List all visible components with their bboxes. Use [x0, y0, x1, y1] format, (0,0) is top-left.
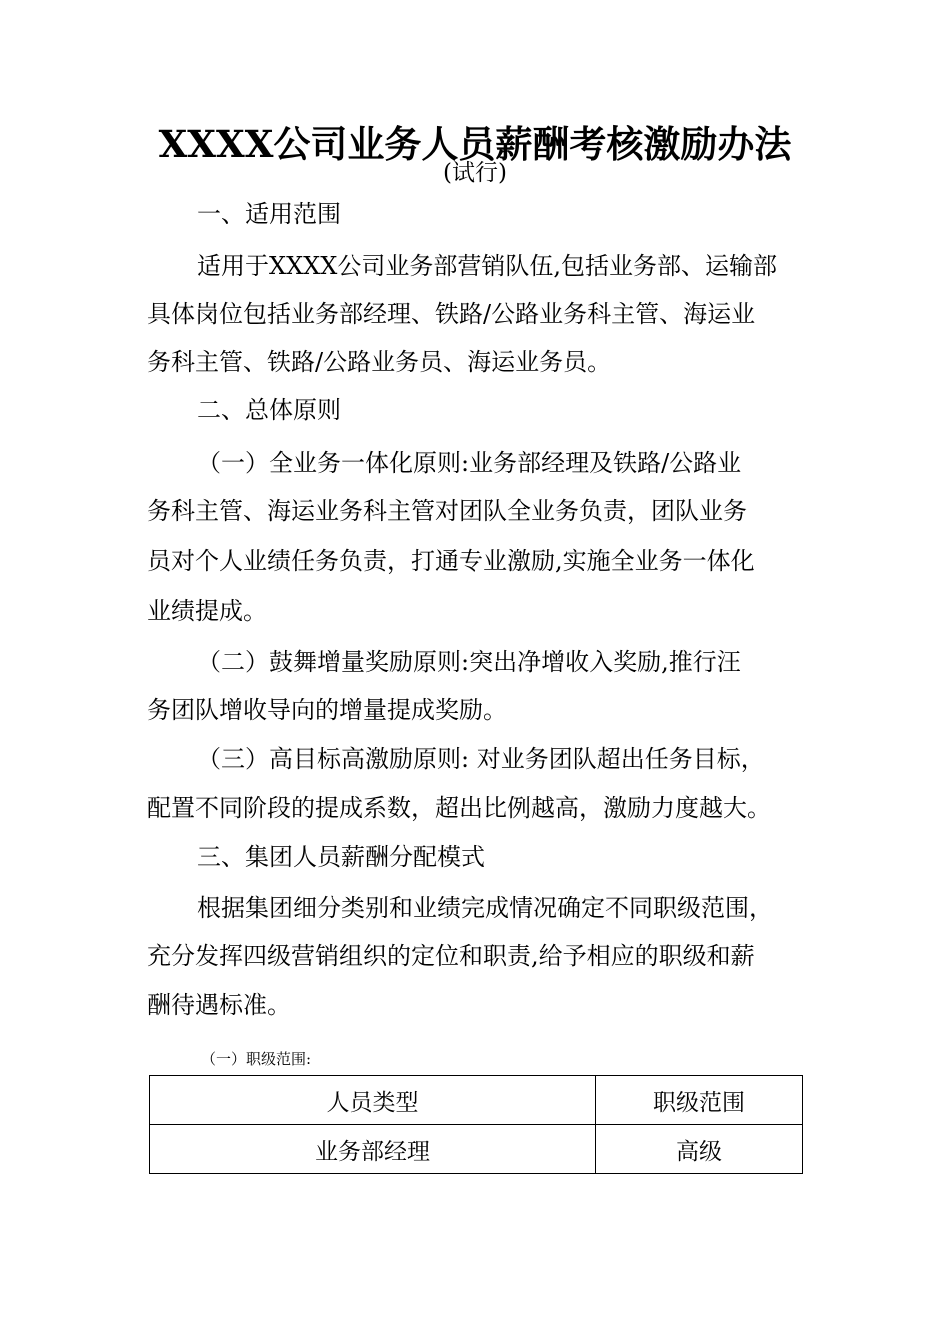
paragraph-line: （二）鼓舞增量奖励原则:突出净增收入奖励,推行汪	[197, 648, 741, 676]
section-heading-principles: 二、总体原则	[197, 396, 341, 424]
paragraph-line: 具体岗位包括业务部经理、铁路/公路业务科主管、海运业	[147, 300, 756, 328]
table-row	[150, 1125, 803, 1174]
section-heading-scope: 一、适用范围	[197, 200, 341, 228]
table-header-cell: 职级范围	[596, 1076, 803, 1125]
paragraph-line: （三）高目标高激励原则: 对业务团队超出任务目标，	[197, 745, 765, 773]
table-caption: （一）职级范围:	[201, 1050, 312, 1068]
paragraph-line: 酬待遇标准。	[147, 991, 291, 1019]
table-header-row	[150, 1076, 803, 1125]
document-subtitle: (试行)	[443, 160, 507, 186]
paragraph-line: 务科主管、海运业务科主管对团队全业务负责，团队业务	[147, 497, 747, 525]
paragraph-line: 业绩提成。	[147, 597, 267, 625]
table-cell: 高级	[596, 1125, 803, 1174]
paragraph-line: 配置不同阶段的提成系数，超出比例越高，激励力度越大。	[147, 794, 771, 822]
paragraph-line: 务科主管、铁路/公路业务员、海运业务员。	[147, 348, 612, 376]
section-heading-pay-model: 三、集团人员薪酬分配模式	[197, 843, 485, 871]
paragraph-line: （一）全业务一体化原则:业务部经理及铁路/公路业	[197, 449, 742, 477]
document-title: XXXX公司业务人员薪酬考核激励办法	[158, 122, 792, 166]
table-header-cell: 人员类型	[150, 1076, 596, 1125]
paragraph-line: 根据集团细分类别和业绩完成情况确定不同职级范围，	[197, 894, 773, 922]
paragraph-line: 务团队增收导向的增量提成奖励。	[147, 696, 507, 724]
paragraph-line: 充分发挥四级营销组织的定位和职责,给予相应的职级和薪	[147, 942, 755, 970]
grade-range-table	[149, 1075, 803, 1174]
paragraph-line: 适用于XXXX公司业务部营销队伍,包括业务部、运输部	[197, 252, 777, 280]
table-cell: 业务部经理	[150, 1125, 596, 1174]
paragraph-line: 员对个人业绩任务负责，打通专业激励,实施全业务一体化	[147, 547, 755, 575]
